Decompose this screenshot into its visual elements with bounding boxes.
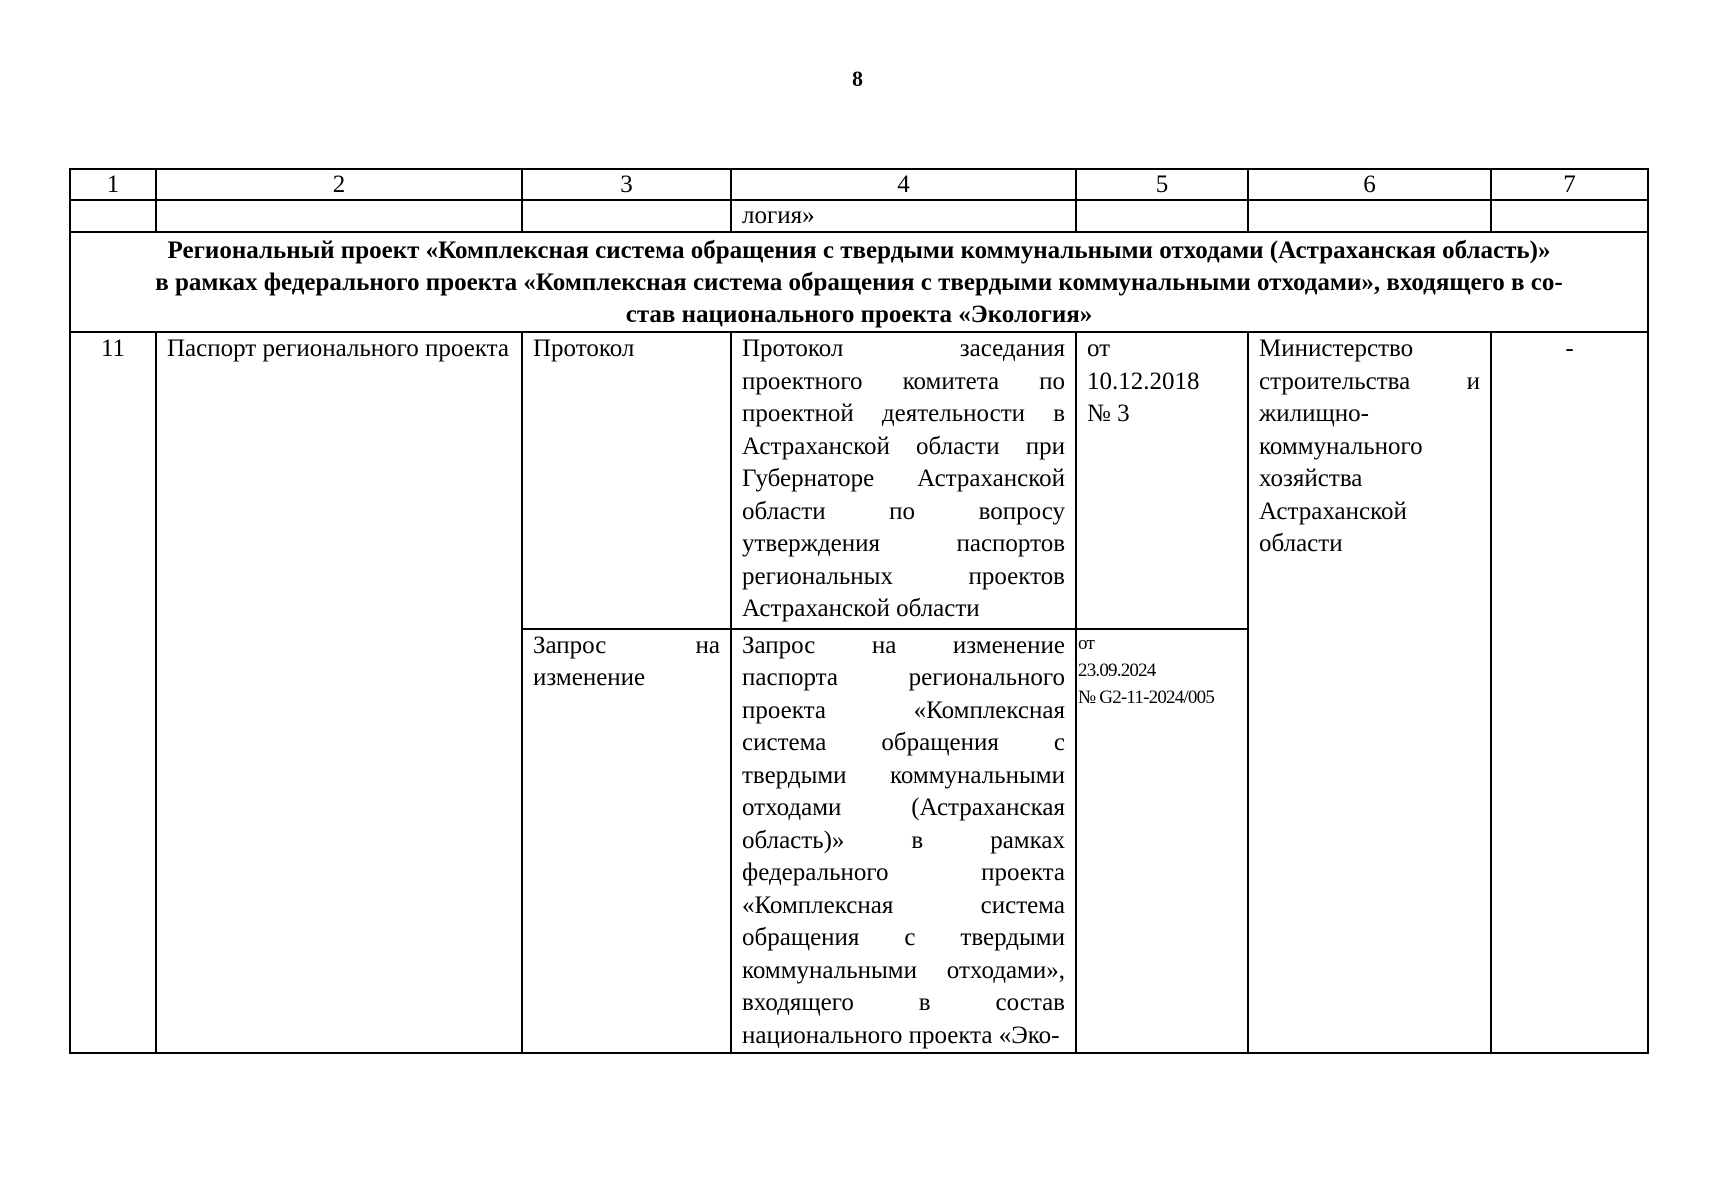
doc-date-number: № 3 — [1087, 400, 1130, 427]
doc-date-number: № G2-11-2024/005 — [1078, 686, 1215, 708]
header-cell: 6 — [1248, 169, 1491, 200]
doc-date-value: 23.09.2024 — [1078, 659, 1156, 681]
doc-type: Протокол — [522, 332, 731, 629]
empty-cell — [1076, 200, 1248, 232]
doc-type: Запрос на изменение — [522, 629, 731, 1054]
empty-cell — [1248, 200, 1491, 232]
row-name: Паспорт регионального проекта — [156, 332, 522, 1053]
doc-title: Запрос на изменение паспорта регионального проекта «Комплексная система обращения с твердыми коммунальными отходами (Астраханская область)» в рамках федерального проекта «Комплексная система обращения с твердыми коммунальными отходами», входящего в состав национального проекта «Эко- — [731, 629, 1076, 1054]
empty-cell — [156, 200, 522, 232]
row-col7: - — [1491, 332, 1648, 1053]
header-cell: 3 — [522, 169, 731, 200]
table-header-row — [70, 169, 1648, 200]
doc-date — [1076, 332, 1248, 629]
section-title-line-3: став национального проекта «Экология» — [625, 301, 1093, 328]
header-cell: 7 — [1491, 169, 1648, 200]
row-executor: Министерство строительства и жилищно-коммунального хозяйства Астраханской области — [1248, 332, 1491, 1053]
header-cell: 1 — [70, 169, 156, 200]
header-cell: 4 — [731, 169, 1076, 200]
empty-cell — [1491, 200, 1648, 232]
header-cell: 2 — [156, 169, 522, 200]
section-title — [70, 232, 1648, 332]
page-number: 8 — [852, 66, 863, 91]
section-row — [70, 232, 1648, 332]
section-title-line-1: Региональный проект «Комплексная система обращения с твердыми коммунальными отходами (Астраханская область)» — [167, 237, 1551, 264]
continuation-text: логия» — [731, 200, 1076, 232]
doc-date-prefix: от — [1078, 632, 1094, 654]
table-row-11a — [70, 332, 1648, 629]
doc-date-prefix: от — [1087, 335, 1111, 362]
header-cell: 5 — [1076, 169, 1248, 200]
section-title-line-2: в рамках федерального проекта «Комплексная система обращения с твердыми коммунальными отходами», входящего в со- — [155, 269, 1563, 296]
doc-date — [1076, 629, 1248, 1054]
doc-title: Протокол заседания проектного комитета по проектной деятельности в Астраханской области при Губернаторе Астраханской области по вопросу утверждения паспортов региональных проектов Астраханской области — [731, 332, 1076, 629]
empty-cell — [70, 200, 156, 232]
continuation-row — [70, 200, 1648, 232]
empty-cell — [522, 200, 731, 232]
row-number: 11 — [70, 332, 156, 1053]
registry-table — [69, 168, 1649, 1054]
doc-date-value: 10.12.2018 — [1087, 367, 1200, 395]
